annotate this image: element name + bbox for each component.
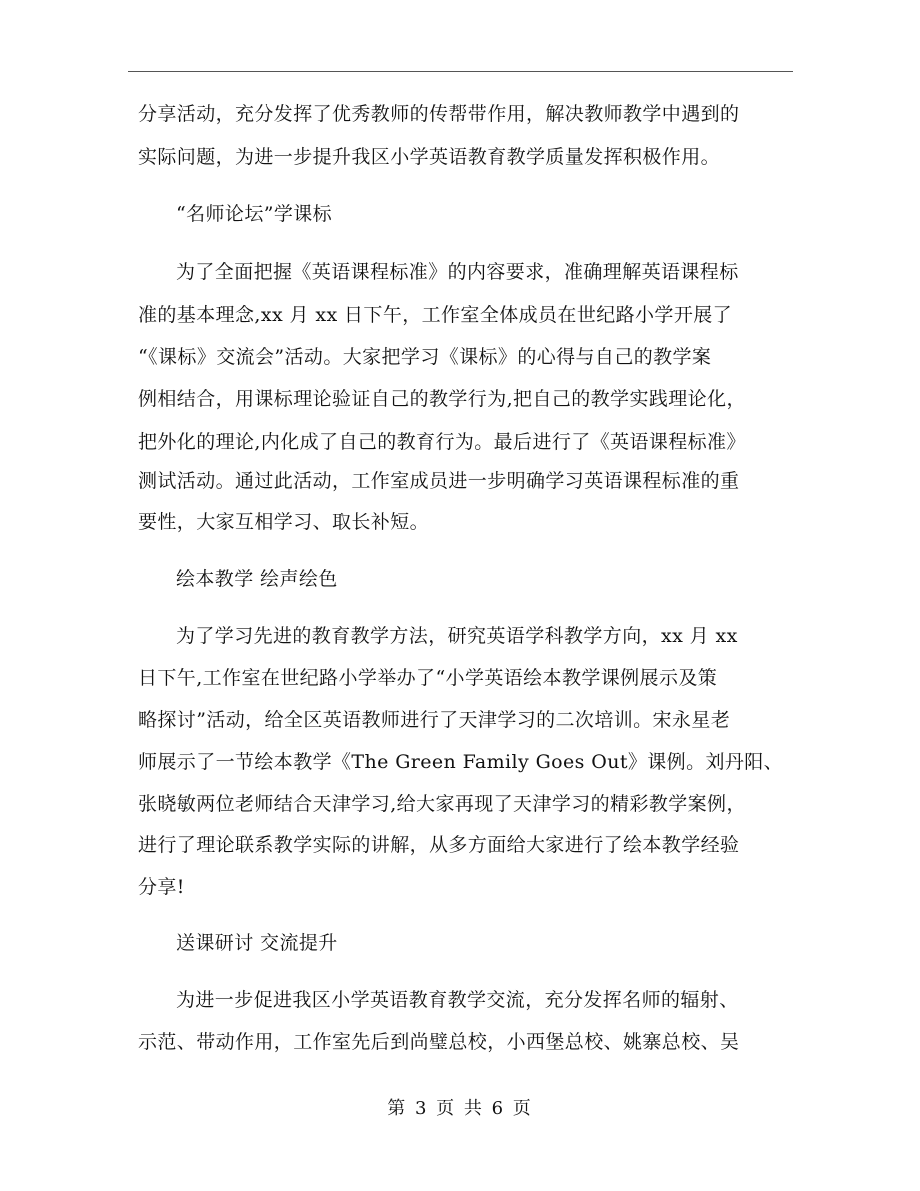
page-number: 第 3 页 共 6 页 <box>387 1098 533 1119</box>
body-line: 日下午,工作室在世纪路小学举办了“小学英语绘本教学课例展示及策 <box>138 667 718 689</box>
body-line: 示范、带动作用，工作室先后到尚璧总校，小西堡总校、姚寨总校、吴 <box>138 1031 740 1053</box>
body-line: 分享活动，充分发挥了优秀教师的传帮带作用，解决教师教学中遇到的 <box>138 103 740 125</box>
body-line: 准的基本理念,xx 月 xx 日下午，工作室全体成员在世纪路小学开展了 <box>138 304 733 326</box>
body-line: 进行了理论联系教学实际的讲解，从多方面给大家进行了绘本教学经验 <box>138 834 740 856</box>
body-line: 分享! <box>138 876 185 898</box>
body-line: 为了全面把握《英语课程标准》的内容要求，准确理解英语课程标 <box>176 261 739 283</box>
body-line: 师展示了一节绘本教学《The Green Family Goes Out》课例。刘丹阳、 <box>138 751 784 773</box>
section-heading: 绘本教学 绘声绘色 <box>176 568 338 590</box>
body-line: 实际问题，为进一步提升我区小学英语教育教学质量发挥积极作用。 <box>138 146 721 168</box>
section-heading: “名师论坛”学课标 <box>176 203 333 225</box>
body-line: 略探讨”活动，给全区英语教师进行了天津学习的二次培训。宋永星老 <box>138 709 731 731</box>
body-line: 要性，大家互相学习、取长补短。 <box>138 511 430 533</box>
body-line: 测试活动。通过此活动，工作室成员进一步明确学习英语课程标准的重 <box>138 470 740 492</box>
section-heading: 送课研讨 交流提升 <box>176 932 338 954</box>
body-line: 为了学习先进的教育教学方法，研究英语学科教学方向，xx 月 xx <box>176 625 738 647</box>
body-line: 张晓敏两位老师结合天津学习,给大家再现了天津学习的精彩教学案例， <box>138 793 746 815</box>
body-line: “《课标》交流会”活动。大家把学习《课标》的心得与自己的教学案 <box>138 346 712 368</box>
body-line: 为进一步促进我区小学英语教育教学交流，充分发挥名师的辐射、 <box>176 989 739 1011</box>
body-line: 例相结合，用课标理论验证自己的教学行为,把自己的教学实践理论化， <box>138 388 746 410</box>
body-line: 把外化的理论,内化成了自己的教育行为。最后进行了《英语课程标准》 <box>138 431 746 453</box>
header-rule <box>128 71 793 72</box>
